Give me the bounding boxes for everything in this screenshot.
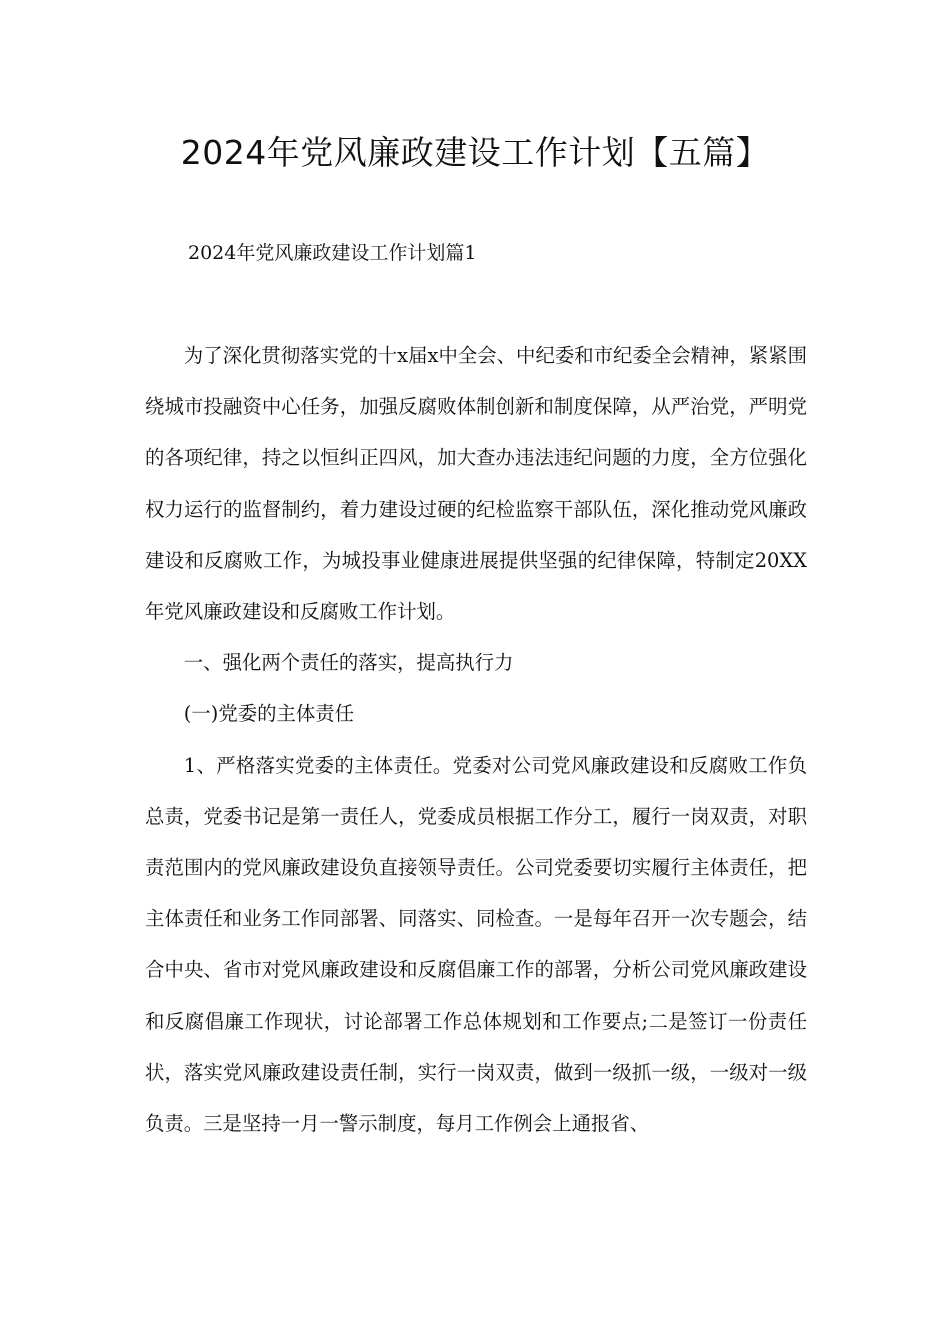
body-paragraph-1: 1、严格落实党委的主体责任。党委对公司党风廉政建设和反腐败工作负总责，党委书记是第一责任人，党委成员根据工作分工，履行一岗双责，对职责范围内的党风廉政建设负直接领导责任。公司党委要切实履行主体责任，把主体责任和业务工作同部署、同落实、同检查。一是每年召开一次专题会，结合中央、省市对党风廉政建设和反腐倡廉工作的部署，分析公司党风廉政建设和反腐倡廉工作现状，讨论部署工作总体规划和工作要点;二是签订一份责任状，落实党风廉政建设责任制，实行一岗双责，做到一级抓一级，一级对一级负责。三是坚持一月一警示制度，每月工作例会上通报省、 [145,753,807,1136]
body-paragraph-intro: 为了深化贯彻落实党的十x届x中全会、中纪委和市纪委全会精神，紧紧围绕城市投融资中心任务，加强反腐败体制创新和制度保障，从严治党，严明党的各项纪律，持之以恒纠正四风，加大查办违法违纪问题的力度，全方位强化权力运行的监督制约，着力建设过硬的纪检监察干部队伍，深化推动党风廉政建设和反腐败工作，为城投事业健康进展提供坚强的纪律保障，特制定20XX年党风廉政建设和反腐败工作计划。 [145,344,807,624]
section-subtitle: 2024年党风廉政建设工作计划篇1 [188,242,477,264]
document-body [145,330,807,1149]
body-subheading-1: (一)党委的主体责任 [183,702,355,726]
document-title: 2024年党风廉政建设工作计划【五篇】 [180,133,770,172]
body-heading-1: 一、强化两个责任的落实，提高执行力 [183,651,514,675]
